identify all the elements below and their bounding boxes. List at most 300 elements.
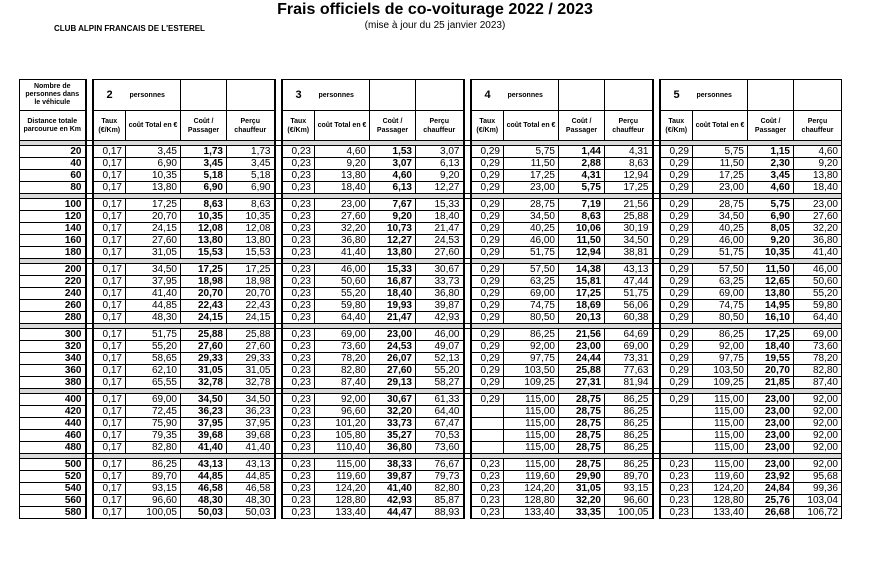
total-cost-cell: 80,50 bbox=[504, 312, 559, 324]
total-cost-cell: 124,20 bbox=[504, 483, 559, 495]
rate-cell: 0,23 bbox=[282, 276, 315, 288]
column-gap bbox=[464, 288, 471, 300]
cost-per-passenger-cell: 19,93 bbox=[370, 300, 416, 312]
driver-receives-cell: 73,60 bbox=[416, 442, 464, 454]
column-gap bbox=[653, 507, 660, 519]
column-gap bbox=[464, 483, 471, 495]
total-cost-cell: 87,40 bbox=[315, 377, 370, 389]
column-gap bbox=[653, 394, 660, 406]
total-cost-cell: 5,75 bbox=[504, 146, 559, 158]
total-cost-cell: 133,40 bbox=[504, 507, 559, 519]
cost-per-passenger-cell: 23,92 bbox=[748, 471, 794, 483]
driver-receives-cell: 43,13 bbox=[605, 264, 653, 276]
column-header: Coût / Passager bbox=[559, 111, 605, 141]
driver-receives-cell: 4,31 bbox=[605, 146, 653, 158]
rate-cell: 0,23 bbox=[471, 495, 504, 507]
driver-receives-cell: 36,80 bbox=[416, 288, 464, 300]
column-gap bbox=[653, 80, 660, 111]
cost-per-passenger-cell: 21,85 bbox=[748, 377, 794, 389]
column-header: Coût / Passager bbox=[370, 111, 416, 141]
column-gap bbox=[275, 276, 282, 288]
cost-per-passenger-cell: 36,23 bbox=[181, 406, 227, 418]
rate-cell: 0,17 bbox=[93, 418, 126, 430]
total-cost-cell: 51,75 bbox=[693, 247, 748, 259]
rate-cell: 0,17 bbox=[93, 170, 126, 182]
group-persons-word: personnes bbox=[693, 80, 748, 111]
column-gap bbox=[464, 111, 471, 141]
total-cost-cell: 55,20 bbox=[126, 341, 181, 353]
rate-cell: 0,29 bbox=[471, 329, 504, 341]
column-gap bbox=[653, 276, 660, 288]
total-cost-cell: 41,40 bbox=[315, 247, 370, 259]
column-gap bbox=[464, 300, 471, 312]
total-cost-cell: 50,60 bbox=[315, 276, 370, 288]
rate-cell: 0,29 bbox=[471, 199, 504, 211]
total-cost-cell: 82,80 bbox=[126, 442, 181, 454]
cost-per-passenger-cell: 6,90 bbox=[181, 182, 227, 194]
group-persons-count: 3 bbox=[282, 80, 315, 111]
distance-km: 220 bbox=[20, 276, 86, 288]
driver-receives-cell: 92,00 bbox=[794, 394, 842, 406]
table-row bbox=[20, 430, 842, 442]
cost-per-passenger-cell: 8,05 bbox=[748, 223, 794, 235]
driver-receives-cell: 42,93 bbox=[416, 312, 464, 324]
total-cost-cell: 23,00 bbox=[693, 182, 748, 194]
cost-per-passenger-cell: 48,30 bbox=[181, 495, 227, 507]
total-cost-cell: 17,25 bbox=[126, 199, 181, 211]
driver-receives-cell: 6,90 bbox=[227, 182, 275, 194]
rate-cell: 0,29 bbox=[660, 182, 693, 194]
distance-km: 420 bbox=[20, 406, 86, 418]
table-row bbox=[20, 365, 842, 377]
column-gap bbox=[86, 341, 93, 353]
total-cost-cell: 124,20 bbox=[693, 483, 748, 495]
column-gap bbox=[86, 471, 93, 483]
driver-receives-cell: 6,13 bbox=[416, 158, 464, 170]
total-cost-cell: 40,25 bbox=[504, 223, 559, 235]
distance-km: 460 bbox=[20, 430, 86, 442]
table-row bbox=[20, 264, 842, 276]
cost-per-passenger-cell: 28,75 bbox=[559, 459, 605, 471]
cost-per-passenger-cell: 20,70 bbox=[181, 288, 227, 300]
column-gap bbox=[653, 312, 660, 324]
empty-cell bbox=[181, 80, 227, 111]
total-cost-cell: 133,40 bbox=[315, 507, 370, 519]
cost-per-passenger-cell: 3,07 bbox=[370, 158, 416, 170]
total-cost-cell: 57,50 bbox=[504, 264, 559, 276]
total-cost-cell: 69,00 bbox=[693, 288, 748, 300]
rate-cell: 0,29 bbox=[471, 158, 504, 170]
driver-receives-cell: 48,30 bbox=[227, 495, 275, 507]
table-row bbox=[20, 170, 842, 182]
total-cost-cell: 48,30 bbox=[126, 312, 181, 324]
driver-receives-cell: 99,36 bbox=[794, 483, 842, 495]
column-gap bbox=[86, 365, 93, 377]
cost-per-passenger-cell: 23,00 bbox=[748, 394, 794, 406]
column-gap bbox=[464, 471, 471, 483]
driver-receives-cell: 15,53 bbox=[227, 247, 275, 259]
driver-receives-cell: 21,56 bbox=[605, 199, 653, 211]
driver-receives-cell: 64,40 bbox=[416, 406, 464, 418]
cost-per-passenger-cell: 19,55 bbox=[748, 353, 794, 365]
column-gap bbox=[653, 471, 660, 483]
driver-receives-cell: 10,35 bbox=[227, 211, 275, 223]
column-gap bbox=[653, 170, 660, 182]
driver-receives-cell: 58,27 bbox=[416, 377, 464, 389]
column-header: Perçu chauffeur bbox=[794, 111, 842, 141]
total-cost-cell: 119,60 bbox=[315, 471, 370, 483]
column-gap bbox=[275, 442, 282, 454]
total-cost-cell: 72,45 bbox=[126, 406, 181, 418]
driver-receives-cell: 93,15 bbox=[605, 483, 653, 495]
driver-receives-cell: 38,81 bbox=[605, 247, 653, 259]
cost-per-passenger-cell: 13,80 bbox=[181, 235, 227, 247]
column-gap bbox=[86, 459, 93, 471]
rate-cell: 0,23 bbox=[282, 353, 315, 365]
column-gap bbox=[653, 182, 660, 194]
rate-cell: 0,23 bbox=[282, 430, 315, 442]
driver-receives-cell: 32,20 bbox=[794, 223, 842, 235]
cost-per-passenger-cell: 5,18 bbox=[181, 170, 227, 182]
driver-receives-cell: 36,80 bbox=[794, 235, 842, 247]
cost-per-passenger-cell: 23,00 bbox=[748, 406, 794, 418]
driver-receives-cell: 86,25 bbox=[605, 430, 653, 442]
total-cost-cell: 115,00 bbox=[693, 394, 748, 406]
cost-per-passenger-cell: 3,45 bbox=[181, 158, 227, 170]
total-cost-cell: 13,80 bbox=[126, 182, 181, 194]
rate-cell: 0,29 bbox=[471, 182, 504, 194]
cost-per-passenger-cell: 33,35 bbox=[559, 507, 605, 519]
driver-receives-cell: 77,63 bbox=[605, 365, 653, 377]
rate-cell: 0,17 bbox=[93, 312, 126, 324]
column-gap bbox=[275, 406, 282, 418]
total-cost-cell: 23,00 bbox=[504, 182, 559, 194]
rate-cell: 0,23 bbox=[282, 365, 315, 377]
cost-per-passenger-cell: 50,03 bbox=[181, 507, 227, 519]
group-persons-word: personnes bbox=[315, 80, 370, 111]
cost-per-passenger-cell: 26,68 bbox=[748, 507, 794, 519]
rate-cell: 0,29 bbox=[660, 264, 693, 276]
driver-receives-cell: 92,00 bbox=[794, 430, 842, 442]
column-gap bbox=[86, 211, 93, 223]
distance-km: 160 bbox=[20, 235, 86, 247]
cost-per-passenger-cell: 16,10 bbox=[748, 312, 794, 324]
rate-cell: 0,23 bbox=[471, 471, 504, 483]
rate-cell: 0,23 bbox=[282, 483, 315, 495]
driver-receives-cell: 60,38 bbox=[605, 312, 653, 324]
cost-per-passenger-cell: 18,98 bbox=[181, 276, 227, 288]
driver-receives-cell: 8,63 bbox=[227, 199, 275, 211]
total-cost-cell: 89,70 bbox=[126, 471, 181, 483]
rate-cell: 0,23 bbox=[282, 406, 315, 418]
cost-per-passenger-cell: 11,50 bbox=[559, 235, 605, 247]
driver-receives-cell: 95,68 bbox=[794, 471, 842, 483]
column-gap bbox=[86, 507, 93, 519]
driver-receives-cell: 47,44 bbox=[605, 276, 653, 288]
empty-cell bbox=[416, 80, 464, 111]
cost-per-passenger-cell: 24,84 bbox=[748, 483, 794, 495]
table-row bbox=[20, 329, 842, 341]
rate-cell: 0,17 bbox=[93, 442, 126, 454]
column-gap bbox=[275, 170, 282, 182]
cost-per-passenger-cell: 1,73 bbox=[181, 146, 227, 158]
rate-cell: 0,29 bbox=[660, 312, 693, 324]
cost-per-passenger-cell: 2,88 bbox=[559, 158, 605, 170]
rate-cell: 0,23 bbox=[282, 211, 315, 223]
cost-per-passenger-cell: 13,80 bbox=[370, 247, 416, 259]
driver-receives-cell: 30,19 bbox=[605, 223, 653, 235]
total-cost-cell: 80,50 bbox=[693, 312, 748, 324]
rate-cell: 0,17 bbox=[93, 365, 126, 377]
table-row bbox=[20, 459, 842, 471]
column-gap bbox=[86, 235, 93, 247]
column-gap bbox=[275, 199, 282, 211]
cost-per-passenger-cell: 39,87 bbox=[370, 471, 416, 483]
rate-cell: 0,23 bbox=[282, 442, 315, 454]
cost-per-passenger-cell: 17,25 bbox=[748, 329, 794, 341]
driver-receives-cell: 78,20 bbox=[794, 353, 842, 365]
cost-per-passenger-cell: 20,70 bbox=[748, 365, 794, 377]
column-gap bbox=[653, 483, 660, 495]
group-persons-count: 5 bbox=[660, 80, 693, 111]
driver-receives-cell: 73,31 bbox=[605, 353, 653, 365]
rate-cell: 0,23 bbox=[282, 235, 315, 247]
column-gap bbox=[464, 170, 471, 182]
total-cost-cell: 17,25 bbox=[693, 170, 748, 182]
column-header: coût Total en € bbox=[693, 111, 748, 141]
cost-per-passenger-cell: 24,44 bbox=[559, 353, 605, 365]
column-gap bbox=[653, 377, 660, 389]
table-row bbox=[20, 276, 842, 288]
driver-receives-cell: 15,33 bbox=[416, 199, 464, 211]
rate-cell: 0,23 bbox=[471, 507, 504, 519]
total-cost-cell: 3,45 bbox=[126, 146, 181, 158]
column-gap bbox=[464, 146, 471, 158]
cost-per-passenger-cell: 3,45 bbox=[748, 170, 794, 182]
driver-receives-cell: 41,40 bbox=[227, 442, 275, 454]
rate-cell: 0,29 bbox=[471, 223, 504, 235]
total-cost-cell: 27,60 bbox=[315, 211, 370, 223]
column-header: Coût / Passager bbox=[748, 111, 794, 141]
rate-cell: 0,29 bbox=[471, 288, 504, 300]
driver-receives-cell: 50,60 bbox=[794, 276, 842, 288]
driver-receives-cell: 36,23 bbox=[227, 406, 275, 418]
total-cost-cell: 115,00 bbox=[315, 459, 370, 471]
rate-cell: 0,29 bbox=[660, 247, 693, 259]
cost-per-passenger-cell: 31,05 bbox=[181, 365, 227, 377]
column-gap bbox=[275, 264, 282, 276]
table-row bbox=[20, 235, 842, 247]
distance-km: 580 bbox=[20, 507, 86, 519]
cost-per-passenger-cell: 21,56 bbox=[559, 329, 605, 341]
table-row bbox=[20, 353, 842, 365]
column-gap bbox=[464, 353, 471, 365]
persons-label: Nombre de personnes dans le véhicule bbox=[20, 80, 86, 111]
rate-cell: 0,23 bbox=[282, 247, 315, 259]
driver-receives-cell: 85,87 bbox=[416, 495, 464, 507]
column-gap bbox=[86, 353, 93, 365]
driver-receives-cell: 50,03 bbox=[227, 507, 275, 519]
rate-cell: 0,23 bbox=[282, 288, 315, 300]
cost-per-passenger-cell: 8,63 bbox=[181, 199, 227, 211]
driver-receives-cell: 20,70 bbox=[227, 288, 275, 300]
cost-per-passenger-cell: 16,87 bbox=[370, 276, 416, 288]
distance-km: 400 bbox=[20, 394, 86, 406]
column-gap bbox=[86, 199, 93, 211]
total-cost-cell: 58,65 bbox=[126, 353, 181, 365]
page-subtitle: (mise à jour du 25 janvier 2023) bbox=[364, 20, 506, 31]
cost-per-passenger-cell: 30,67 bbox=[370, 394, 416, 406]
total-cost-cell: 46,00 bbox=[504, 235, 559, 247]
rate-cell: 0,23 bbox=[282, 471, 315, 483]
column-gap bbox=[653, 211, 660, 223]
total-cost-cell: 97,75 bbox=[504, 353, 559, 365]
cost-per-passenger-cell: 26,07 bbox=[370, 353, 416, 365]
rate-cell: 0,17 bbox=[93, 288, 126, 300]
page-title: Frais officiels de co-voiturage 2022 / 2023 bbox=[277, 1, 593, 18]
table-row bbox=[20, 146, 842, 158]
column-gap bbox=[464, 418, 471, 430]
driver-receives-cell: 23,00 bbox=[794, 199, 842, 211]
cost-per-passenger-cell: 23,00 bbox=[748, 430, 794, 442]
total-cost-cell: 115,00 bbox=[693, 442, 748, 454]
total-cost-cell: 92,00 bbox=[315, 394, 370, 406]
column-gap bbox=[275, 235, 282, 247]
driver-receives-cell: 27,60 bbox=[416, 247, 464, 259]
driver-receives-cell: 70,53 bbox=[416, 430, 464, 442]
driver-receives-cell: 25,88 bbox=[227, 329, 275, 341]
total-cost-cell: 82,80 bbox=[315, 365, 370, 377]
table-row bbox=[20, 300, 842, 312]
column-gap bbox=[86, 495, 93, 507]
column-gap bbox=[275, 158, 282, 170]
driver-receives-cell: 76,67 bbox=[416, 459, 464, 471]
cost-per-passenger-cell: 24,53 bbox=[370, 341, 416, 353]
cost-per-passenger-cell: 15,53 bbox=[181, 247, 227, 259]
driver-receives-cell: 1,73 bbox=[227, 146, 275, 158]
total-cost-cell: 74,75 bbox=[504, 300, 559, 312]
driver-receives-cell: 56,06 bbox=[605, 300, 653, 312]
rate-cell: 0,29 bbox=[660, 365, 693, 377]
table-row bbox=[20, 507, 842, 519]
distance-km: 300 bbox=[20, 329, 86, 341]
column-header: Taux (€/Km) bbox=[660, 111, 693, 141]
total-cost-cell: 69,00 bbox=[504, 288, 559, 300]
cost-per-passenger-cell: 5,75 bbox=[559, 182, 605, 194]
column-gap bbox=[275, 495, 282, 507]
total-cost-cell: 20,70 bbox=[126, 211, 181, 223]
rate-cell: 0,23 bbox=[660, 459, 693, 471]
club-name: CLUB ALPIN FRANCAIS DE L'ESTEREL bbox=[54, 24, 205, 33]
rate-cell: 0,17 bbox=[93, 507, 126, 519]
column-gap bbox=[464, 341, 471, 353]
rate-cell: 0,29 bbox=[660, 276, 693, 288]
cost-per-passenger-cell: 9,20 bbox=[748, 235, 794, 247]
driver-receives-cell: 81,94 bbox=[605, 377, 653, 389]
total-cost-cell: 96,60 bbox=[126, 495, 181, 507]
column-gap bbox=[653, 199, 660, 211]
cost-per-passenger-cell: 28,75 bbox=[559, 430, 605, 442]
driver-receives-cell: 22,43 bbox=[227, 300, 275, 312]
driver-receives-cell: 88,93 bbox=[416, 507, 464, 519]
column-gap bbox=[464, 495, 471, 507]
rate-cell: 0,29 bbox=[660, 235, 693, 247]
rate-cell: 0,23 bbox=[282, 507, 315, 519]
column-gap bbox=[275, 471, 282, 483]
total-cost-cell: 79,35 bbox=[126, 430, 181, 442]
rate-cell bbox=[471, 418, 504, 430]
rate-cell: 0,29 bbox=[471, 170, 504, 182]
column-gap bbox=[86, 329, 93, 341]
total-cost-cell: 115,00 bbox=[504, 406, 559, 418]
cost-per-passenger-cell: 31,05 bbox=[559, 483, 605, 495]
empty-cell bbox=[559, 80, 605, 111]
driver-receives-cell: 92,00 bbox=[794, 406, 842, 418]
cost-per-passenger-cell: 20,13 bbox=[559, 312, 605, 324]
total-cost-cell: 101,20 bbox=[315, 418, 370, 430]
cost-per-passenger-cell: 5,75 bbox=[748, 199, 794, 211]
rate-cell: 0,23 bbox=[471, 483, 504, 495]
driver-receives-cell: 100,05 bbox=[605, 507, 653, 519]
total-cost-cell: 44,85 bbox=[126, 300, 181, 312]
rate-cell: 0,17 bbox=[93, 495, 126, 507]
total-cost-cell: 115,00 bbox=[693, 430, 748, 442]
cost-per-passenger-cell: 1,53 bbox=[370, 146, 416, 158]
total-cost-cell: 103,50 bbox=[504, 365, 559, 377]
column-gap bbox=[275, 483, 282, 495]
header-row-columns bbox=[20, 111, 842, 141]
column-gap bbox=[86, 312, 93, 324]
column-gap bbox=[275, 182, 282, 194]
rate-cell: 0,29 bbox=[471, 365, 504, 377]
driver-receives-cell: 34,50 bbox=[227, 394, 275, 406]
table-row bbox=[20, 223, 842, 235]
driver-receives-cell: 103,04 bbox=[794, 495, 842, 507]
rate-cell: 0,17 bbox=[93, 264, 126, 276]
driver-receives-cell: 17,25 bbox=[227, 264, 275, 276]
table-row bbox=[20, 182, 842, 194]
column-gap bbox=[653, 406, 660, 418]
column-gap bbox=[464, 312, 471, 324]
total-cost-cell: 59,80 bbox=[315, 300, 370, 312]
rate-cell: 0,23 bbox=[660, 471, 693, 483]
driver-receives-cell: 12,08 bbox=[227, 223, 275, 235]
column-header: coût Total en € bbox=[126, 111, 181, 141]
cost-per-passenger-cell: 4,60 bbox=[748, 182, 794, 194]
rate-cell: 0,23 bbox=[282, 418, 315, 430]
rate-cell: 0,29 bbox=[471, 353, 504, 365]
rate-cell bbox=[660, 418, 693, 430]
total-cost-cell: 28,75 bbox=[504, 199, 559, 211]
cost-per-passenger-cell: 12,65 bbox=[748, 276, 794, 288]
total-cost-cell: 92,00 bbox=[693, 341, 748, 353]
rate-cell: 0,29 bbox=[660, 170, 693, 182]
cost-per-passenger-cell: 11,50 bbox=[748, 264, 794, 276]
cost-per-passenger-cell: 25,88 bbox=[559, 365, 605, 377]
column-header: Taux (€/Km) bbox=[471, 111, 504, 141]
total-cost-cell: 37,95 bbox=[126, 276, 181, 288]
column-gap bbox=[653, 430, 660, 442]
total-cost-cell: 34,50 bbox=[126, 264, 181, 276]
rate-cell: 0,29 bbox=[471, 211, 504, 223]
cost-per-passenger-cell: 10,06 bbox=[559, 223, 605, 235]
column-gap bbox=[86, 170, 93, 182]
rate-cell: 0,17 bbox=[93, 199, 126, 211]
rate-cell: 0,23 bbox=[282, 312, 315, 324]
total-cost-cell: 9,20 bbox=[315, 158, 370, 170]
driver-receives-cell: 44,85 bbox=[227, 471, 275, 483]
column-gap bbox=[653, 442, 660, 454]
